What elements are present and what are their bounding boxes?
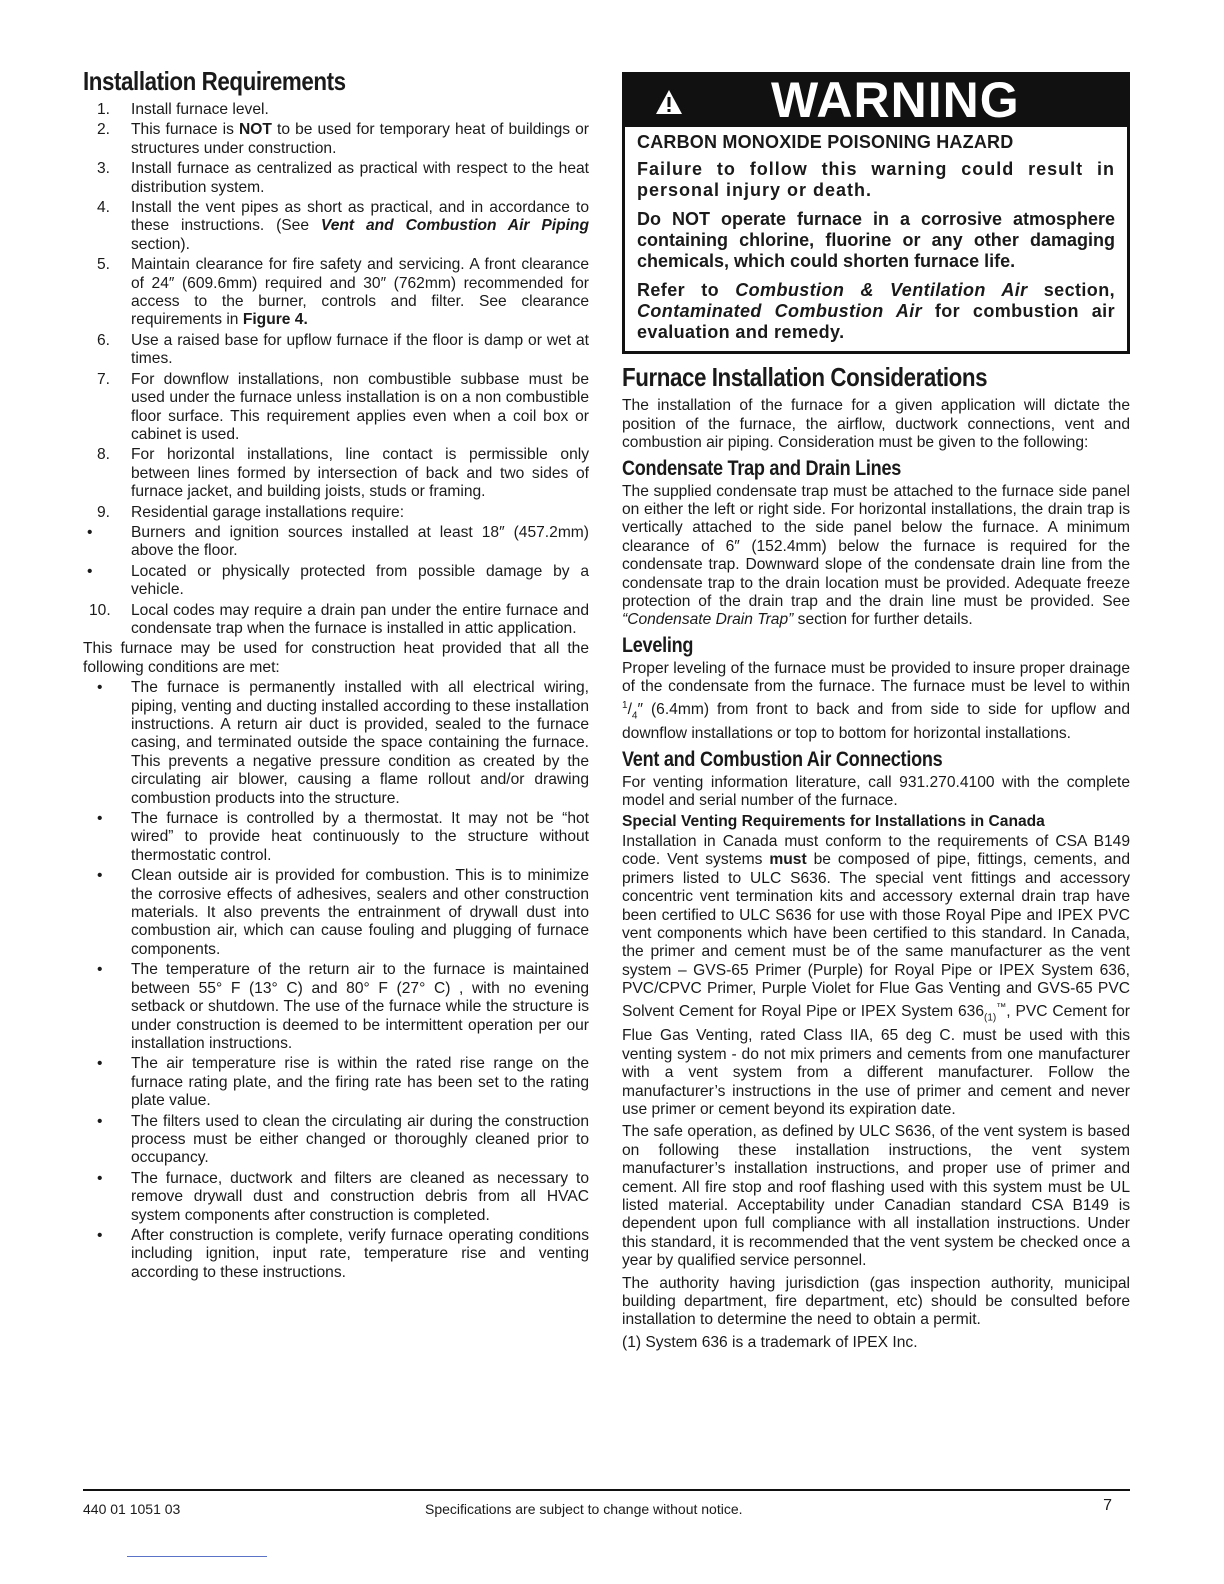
construction-intro: This furnace may be used for construction heat provided that all the following conditions are met: — [83, 640, 589, 676]
safe-operation-text: The safe operation, as defined by ULC S636, of the vent system is based on following these installation instructions, the vent system manufacturer’s installation instructions, and proper use of primer and cement. All fire stop and roof flashing used with this system must be UL listed material. Acceptability under Canadian standard CSA B149 is dependent upon full compliance with all installation instructions. Under this standard, it is recommended that the vent system be checked once a year by qualified service personnel. — [622, 1123, 1130, 1270]
list-item: • Located or physically protected from possible damage by a vehicle. — [87, 562, 589, 599]
list-item: 9. Residential garage installations require: — [97, 503, 405, 521]
vent-text: For venting information literature, call 931.270.4100 with the complete model and serial number of the furnace. — [622, 773, 1130, 810]
installation-requirements-heading: Installation Requirements — [83, 66, 346, 96]
bullet-icon: • — [97, 961, 103, 979]
furnace-considerations-heading: Furnace Installation Considerations — [622, 362, 988, 393]
bullet-icon: • — [97, 867, 103, 885]
list-item: • After construction is complete, verify furnace operating conditions including ignition, input rate, temperature rise and venting according to these instructions. — [97, 1226, 589, 1281]
list-item: 3. Install furnace as centralized as practical with respect to the heat distribution system. — [97, 160, 589, 196]
list-item: • The furnace is permanently installed with all electrical wiring, piping, venting and ducting installed according to these installation instructions. A return air duct is provided, sealed to the furnace casing, and terminated outside the space containing the furnace. This prevents a negative pressure condition as created by the circulating air blower, causing a flame rollout and/or drawing combustion products into the structure. — [97, 679, 589, 807]
list-item: 5. Maintain clearance for fire safety and servicing. A front clearance of 24″ (609.6mm) required and 30″ (762mm) recommended for access to the burner, controls and filter. See clearance requirements in Figure 4. — [97, 256, 589, 329]
list-item: • The temperature of the return air to the furnace is maintained between 55° F (13° C) and 80° F (27° C) , with no evening setback or shutdown. The use of the furnace while the structure is under construction is deemed to be intermittent operation per our installation instructions. — [97, 961, 589, 1052]
bullet-icon: • — [97, 1169, 103, 1187]
bullet-icon: • — [97, 810, 103, 828]
leveling-heading: Leveling — [622, 633, 694, 657]
right-column — [622, 72, 1130, 1354]
divider — [127, 1556, 267, 1557]
bullet-icon: • — [87, 562, 93, 580]
list-item: 8. For horizontal installations, line contact is permissible only between lines formed by intersection of back and two sides of furnace jacket, and building joists, studs or framing. — [97, 446, 589, 501]
footnote: (1) System 636 is a trademark of IPEX Inc. — [622, 1333, 918, 1351]
list-item: • The filters used to clean the circulating air during the construction process must be either changed or thoroughly cleaned prior to occupancy. — [97, 1112, 589, 1167]
warning-paragraph: Refer to Combustion & Ventilation Air section, Contaminated Combustion Air for combustion air evaluation and remedy. — [637, 280, 1115, 343]
bullet-icon: • — [97, 679, 103, 697]
considerations-intro: The installation of the furnace for a given application will dictate the position of the furnace, the airflow, ductwork connections, vent and combustion air piping. Consideration must be given to the following: — [622, 397, 1130, 452]
warning-paragraph: Failure to follow this warning could result in personal injury or death. — [637, 159, 1115, 201]
bullet-icon: • — [97, 1226, 103, 1244]
list-item: 6. Use a raised base for upflow furnace if the floor is damp or wet at times. — [97, 331, 589, 368]
bullet-icon: • — [87, 523, 93, 541]
list-item: 1. Install furnace level. — [97, 101, 269, 118]
list-item: • The furnace is controlled by a thermostat. It may not be “hot wired” to provide heat continuously to the structure without thermostatic control. — [97, 810, 589, 864]
bullet-icon: • — [97, 1112, 103, 1130]
authority-text: The authority having jurisdiction (gas inspection authority, municipal building department, fire department, etc) should be consulted before installation to determine the need to obtain a permit. — [622, 1274, 1130, 1329]
warning-title: WARNING — [771, 72, 1020, 128]
list-item: • Burners and ignition sources installed at least 18″ (457.2mm) above the floor. — [87, 523, 589, 560]
warning-triangle-icon — [655, 89, 683, 115]
warning-paragraph: Do NOT operate furnace in a corrosive atmosphere containing chlorine, fluorine or any other damaging chemicals, which could shorten furnace life. — [637, 209, 1115, 272]
list-item: • The air temperature rise is within the rated rise range on the furnace rating plate, and the firing rate has been set to the rating plate value. — [97, 1055, 589, 1110]
left-column — [83, 66, 589, 1284]
garage-bullets — [83, 524, 589, 600]
footer-notice: Specifications are subject to change without notice. — [425, 1501, 743, 1517]
canada-text: Installation in Canada must conform to the requirements of CSA B149 code. Vent systems must be composed of pipe, fittings, cements, and primers listed to ULC S636. The special vent fittings and accessory concentric vent termination kits and accessory external drain trap have been certified to ULC S636 for use with those Royal Pipe and IPEX PVC vent components which have been certified to this standard. In Canada, the primer and cement must be of the same manufacturer as the vent system – GVS-65 Primer (Purple) for Royal Pipe or IPEX System 636, PVC/CPVC Primer, Purple Violet for Flue Gas Venting and GVS-65 PVC Solvent Cement for Royal Pipe or IPEX System $636_{(1)}™$, PVC Cement for Flue Gas Venting, rated Class IIA, 65 deg C. must be used with this venting system - do not mix primers and cements from one manufacturer with a vent system from a different manufacturer. Follow the manufacturer’s instructions in the use of primer and cement and never use primer or cement beyond its expiration date. — [622, 833, 1131, 1118]
warning-subtitle: CARBON MONOXIDE POISONING HAZARD — [637, 132, 1014, 152]
list-item: • The furnace, ductwork and filters are cleaned as necessary to remove drywall dust and construction debris from all HVAC system components after construction is completed. — [97, 1169, 589, 1224]
construction-bullets — [83, 679, 589, 1282]
warning-header — [625, 72, 1127, 128]
condensate-heading: Condensate Trap and Drain Lines — [622, 456, 902, 480]
warning-body — [625, 127, 1127, 351]
page-footer — [83, 1489, 1130, 1517]
page-number: 7 — [1103, 1497, 1112, 1514]
list-item: 2. This furnace is NOT to be used for temporary heat of buildings or structures under construction. — [97, 121, 589, 157]
list-item: 10. Local codes may require a drain pan under the entire furnace and condensate trap when the furnace is installed in attic application. — [89, 601, 589, 637]
list-item: 4. Install the vent pipes as short as practical, and in accordance to these instructions. (See Vent and Combustion Air Piping section). — [97, 199, 589, 253]
bullet-icon: • — [97, 1055, 103, 1073]
vent-heading: Vent and Combustion Air Connections — [622, 747, 943, 771]
leveling-text: Proper leveling of the furnace must be provided to insure proper drainage of the condensate from the furnace. The furnace must be level to within $^1/_4''$ (6.4mm) from front to back and from side to side for upflow and downflow installations or top to bottom for horizontal installations. — [622, 659, 1130, 743]
doc-number: 440 01 1051 03 — [83, 1501, 181, 1517]
condensate-text: The supplied condensate trap must be attached to the furnace side panel on either the left or right side. For horizontal installations, the drain trap is vertically attached to the side panel below the furnace. A minimum clearance of 6″ (152.4mm) below the furnace is required for the condensate trap. Downward slope of the condensate drain line from the condensate trap to the drain location must be provided. Adequate freeze protection of the drain trap and the drain line must be provided. See “Condensate Drain Trap” section for further details. — [622, 482, 1130, 629]
warning-box — [622, 72, 1130, 354]
list-item: 7. For downflow installations, non combustible subbase must be used under the furnace unless installation is on a non combustible floor surface. This requirement applies even when a coil box or cabinet is used. — [97, 370, 589, 443]
canada-heading: Special Venting Requirements for Installations in Canada — [622, 812, 1045, 830]
list-item: • Clean outside air is provided for combustion. This is to minimize the corrosive effects of adhesives, sealers and other construction materials. It also prevents the entrainment of drywall dust into combustion air, which can cause fouling and plugging of furnace components. — [97, 867, 589, 958]
requirements-list — [83, 101, 589, 522]
